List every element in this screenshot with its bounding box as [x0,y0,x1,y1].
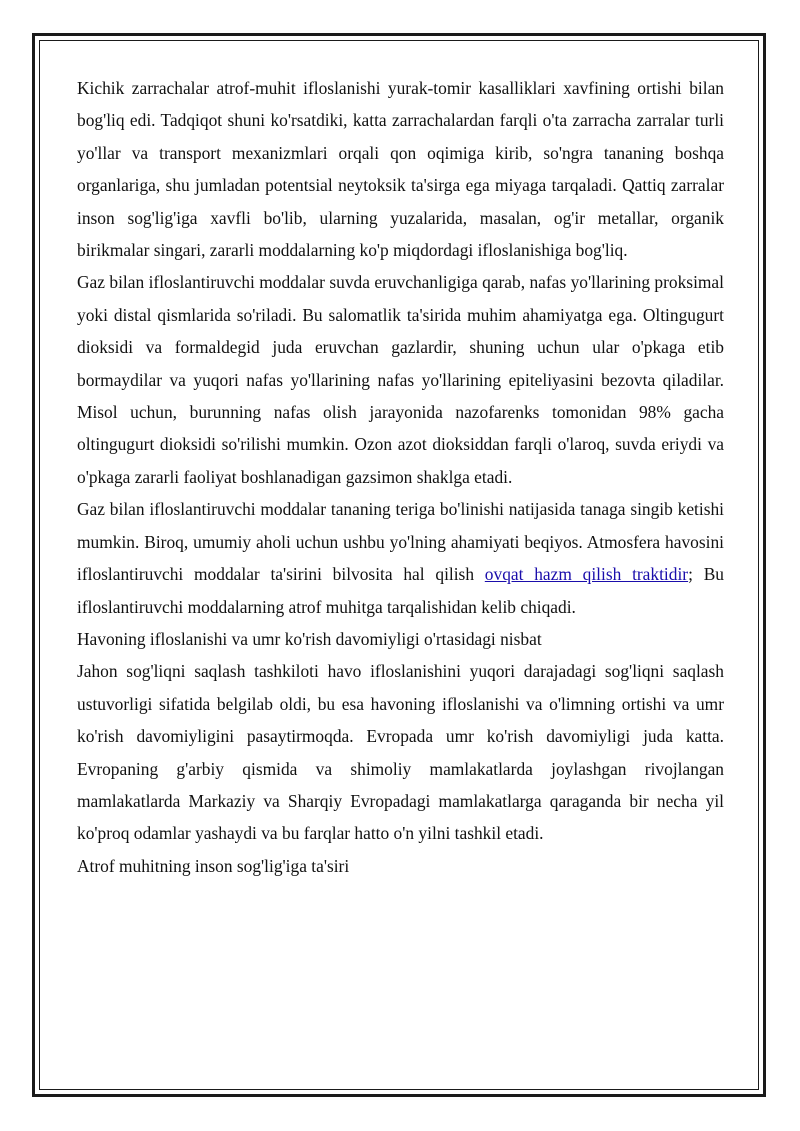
paragraph-particles: Kichik zarrachalar atrof-muhit ifloslanishi yurak-tomir kasalliklari xavfining ortishi bilan bog'liq edi. Tadqiqot shuni ko'rsatdiki, katta zarrachalardan farqli o'ta zarracha zarralar turli yo'llar va transport mexanizmlari orqali qon oqimiga kirib, so'ngra tananing boshqa organlariga, shu jumladan potentsial neytoksik ta'sirga ega miyaga tarqaladi. Qattiq zarralar inson sog'lig'iga xavfli bo'lib, ularning yuzalarida, masalan, og'ir metallar, organik birikmalar singari, zararli moddalarning ko'p miqdordagi ifloslanishiga bog'liq. [77,78,724,261]
section-heading-life-expectancy: Havoning ifloslanishi va umr ko'rish davomiyligi o'rtasidagi nisbat [77,628,542,649]
digestive-tract-link[interactable]: ovqat hazm qilish traktidir [484,564,689,585]
paragraph-skin-absorption-text: Gaz bilan ifloslantiruvchi moddalar tananing teriga bo'linishi natijasida tanaga singib ketishi mumkin. Biroq, umumiy aholi uchun ushbu yo'lning ahamiyati beqiyos. Atmosfera havosini ifloslantiruvchi moddalar ta'sirini bilvosita hal qilish [77,499,724,585]
document-body [77,72,724,882]
paragraph-who-priority: Jahon sog'liqni saqlash tashkiloti havo ifloslanishini yuqori darajadagi sog'liqni saqlash ustuvorligi sifatida belgilab oldi, bu esa havoning ifloslanishi va o'limning ortishi va umr ko'rish davomiyligini pasaytirmoqda. Evropada umr ko'rish davomiyligi juda katta. Evropaning g'arbiy qismida va shimoliy mamlakatlarda joylashgan rivojlangan mamlakatlarda Markaziy va Sharqiy Evropadagi mamlakatlarga qaraganda bir necha yil ko'proq odamlar yashaydi va bu farqlar hatto o'n yilni tashkil etadi. [77,661,724,844]
paragraph-gas-solubility: Gaz bilan ifloslantiruvchi moddalar suvda eruvchanligiga qarab, nafas yo'llarining proksimal yoki distal qismlarida so'riladi. Bu salomatlik ta'sirida muhim ahamiyatga ega. Oltingugurt dioksidi va formaldegid juda eruvchan gazlardir, shuning uchun ular o'pkaga etib bormaydilar va yuqori nafas yo'llarining nafas yo'llarining epiteliyasini bezovta qiladilar. Misol uchun, burunning nafas olish jarayonida nazofarenks tomonidan 98% gacha oltingugurt dioksidi so'rilishi mumkin. Ozon azot dioksiddan farqli o'laroq, suvda eriydi va o'pkaga zararli faoliyat boshlanadigan gazsimon shaklga etadi. [77,272,724,487]
section-heading-environment-health: Atrof muhitning inson sog'lig'iga ta'siri [77,855,350,876]
paragraph-skin-absorption [77,493,724,623]
paragraph-skin-absorption-tail: ; Bu ifloslantiruvchi moddalarning atrof muhitga tarqalishidan kelib chiqadi. [77,564,724,617]
